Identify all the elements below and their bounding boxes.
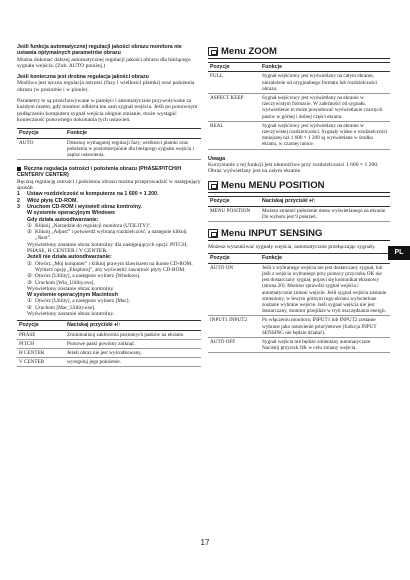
mac-step-1: Otwórz [Utility], a następnie wybierz [Mac]. (35, 298, 130, 305)
auto-on-item: AUTO ON (208, 263, 260, 316)
list-item: ① Otwórz „Mój komputer” i kliknij prawym klawiszem na ikonie CD-ROM. Wybierz opcję „Eksploruj”, aby wyświetlić zawartość płyty CD-ROM. (27, 261, 201, 274)
auto-table-header-items: Pozycje (17, 129, 65, 138)
list-item: ① Otwórz [Utility], a następnie wybierz [Mac]. (27, 298, 130, 305)
p1-body: Można dokonać dalszej automatycznej regulacji jakości obrazu dla bieżącego sygnału wejścia. (Zob. AUTO poniżej.) (17, 56, 191, 69)
aspect-keep-desc: Sygnał wejściowy jest wyświetlany na ekranie w rzeczywistym formacie. W zależności od sygnału, wyświetlenie to może powodować wyświetlanie czarnych pasów w górnej i dolnej części ekranu. (260, 93, 390, 121)
section-title (17, 166, 201, 179)
zoom-menu-icon (208, 47, 218, 56)
windows-auto-title: Gdy działa autoodtwarzanie: (27, 216, 99, 223)
left-column (17, 44, 201, 373)
phase-item: PHASE (17, 330, 65, 339)
h-center-desc: Jeżeli obraz nie jest wyśrodkowany, (65, 349, 201, 358)
windows-noauto-step-3: Uruchom [Win_Utility.exe]. (35, 279, 95, 286)
zoom-header-functions: Funkcje (260, 63, 390, 72)
table-row (208, 206, 390, 221)
windows-auto-step-2: Kliknij „Adjust” i potwierdź wybraną rozdzielczość, a następnie kliknij „Next”. (35, 229, 187, 242)
windows-auto-step-1: Kliknij „Narzędzie do regulacji monitora (UTILITY)”. (35, 222, 152, 229)
input1-input2-desc: Po włączeniu monitora, INPUT1 lub INPUT2 zostanie wybrane jako ustawienie priorytetowe (funkcja INPUT SENSING nie będzie działać). (260, 316, 390, 338)
step-1-text: Ustaw rozdzielczość w komputerze na 1 600 × 1 200. (27, 191, 159, 198)
step-3: 3 Uruchom CD-ROM i wyświetl obraz kontrolny. (17, 203, 142, 210)
square-bullet-icon (17, 167, 21, 171)
table-row (208, 316, 390, 338)
pitch-item: PITCH (17, 339, 65, 348)
mac-step-3: Wyświetlony zostanie obraz kontrolny. (27, 311, 115, 317)
p2-body: Możliwa jest ręczna regulacja ostrości (fazy i wielkości plamki) oraz położenia obrazu (w poziomie i w pionie). (17, 80, 195, 93)
position-table (208, 196, 390, 222)
auto-function: Dokonuj wymaganej regulacji fazy, wielkości plamki oraz położenia w poziomie/pionie dla bieżącego sygnału wejścia i zapisz ustawienia. (65, 138, 201, 160)
auto-off-item: AUTO OFF (208, 337, 260, 352)
mac-title: W systemie operacyjnym Macintosh (27, 292, 118, 299)
zoom-heading (208, 46, 390, 59)
auto-item: AUTO (17, 138, 65, 160)
input-title: Menu INPUT SENSING (221, 228, 323, 240)
adjust-table-header-items: Pozycje (17, 321, 65, 330)
step-2-text: Włóż płytę CD-ROM. (27, 197, 78, 204)
list-item: ③ Uruchom [Win_Utility.exe]. (27, 279, 95, 286)
position-header-buttons: Naciskaj przyciski ♦/↑ (260, 197, 390, 206)
v-center-desc: wyreguluj jego położenie. (65, 358, 201, 367)
input-header-functions: Funkcje (260, 254, 390, 263)
list-item: ② Uruchom [Mac_Utility.exe]. (27, 304, 96, 311)
step-1: 1 Ustaw rozdzielczość w komputerze na 1 600 × 1 200. (17, 191, 159, 198)
step-3-text: Uruchom CD-ROM i wyświetl obraz kontrolny. (27, 203, 142, 210)
zoom-header-items: Pozycje (208, 63, 260, 72)
windows-noauto-step-2: Otwórz [Utility], a następnie wybierz [Windows]. (35, 273, 141, 280)
input-header-items: Pozycje (208, 254, 260, 263)
table-row (208, 263, 390, 316)
table-row (17, 339, 201, 348)
auto-on-desc: Jeśli z wybranego wejścia nie jest dostarczany sygnał, lub jeśli z wejścia wybranego przy pomocy przycisku OK nie jest dostarczany sygnał, pojawi się komunikat ekranowy (strona 20). Monitor sprawdzi sygnał wejścia i automatycznie zmieni wejście. Jeśli sygnał wejścia zostanie zmieniony, w lewym górnym rogu ekranu wyświetlone zostanie wybrane wejście. Jeśli sygnał wejścia nie jest dostarczany, monitor przejdzie w tryb oszczędzania energii. (260, 263, 390, 316)
real-desc: Sygnał wejściowy jest wyświetlany na ekranie w rzeczywistej rozdzielczości. Sygnały wideo o rozdzielczości mniejszej niż 1 600 × 1 200 są wyświetlane w środku ekranu, w czarnej ramce. (260, 121, 390, 149)
aspect-keep-item: ASPECT KEEP (208, 93, 260, 121)
position-heading (208, 180, 390, 193)
note-body: Korzystanie z tej funkcji jest niemożliwe przy rozdzielczości 1 600 × 1 200. Obraz wyświetlany jest na całym ekranie. (208, 161, 379, 175)
pitch-desc: Pionowe paski powinny zniknąć. (65, 339, 201, 348)
input-table (208, 253, 390, 353)
p2-title: Jeśli konieczna jest drobna regulacja jakości obrazu (17, 74, 149, 81)
p3-body: Parametry te są przechowywane w pamięci i automatycznie przywoływane za każdym razem, gdy monitor odbiera ten sam sygnał wejścia. Jeśli po ponownym podłączeniu komputera sygnał wejścia ulegnie zmianie, może wystąpić konieczność ponownego dokonania tych ustawień. (17, 98, 198, 123)
phase-desc: Zminimalizuj zakłócenia poziomych pasków na ekranie. (65, 330, 201, 339)
full-item: FULL (208, 72, 260, 94)
page-number: 17 (200, 538, 210, 547)
table-row (17, 358, 201, 367)
table-row (17, 138, 201, 160)
zoom-title: Menu ZOOM (221, 46, 277, 57)
windows-noauto-title: Jeżeli nie działa autoodtwarzanie: (27, 254, 112, 261)
real-item: REAL (208, 121, 260, 149)
position-header-items: Pozycje (208, 197, 260, 206)
windows-noauto-step-1: Otwórz „Mój komputer” i kliknij prawym klawiszem na ikonie CD-ROM. Wybierz opcję „Eksploruj”, aby wyświetlić zawartość płyty CD-ROM. (35, 260, 193, 273)
windows-auto-step-3: Wyświetlony zostanie obraz kontrolny dla następujących opcji: PITCH, PHASE, H CENTER i V CENTER. (27, 241, 188, 255)
auto-off-desc: Sygnał wejścia nie będzie zmieniany automatycznie. Naciśnij przycisk OK w celu zmiany wejścia. (260, 337, 390, 352)
full-desc: Sygnał wejściowy jest wyświetlany na całym ekranie, niezależnie od oryginalnego formatu lub rozdzielczości obrazu. (260, 72, 390, 94)
p1-title: Jeśli funkcja automatycznej regulacji jakości obrazu monitora nie ustawia optymalnych parametrów obrazu (17, 44, 182, 57)
input1-input2-item: INPUT1 INPUT2 (208, 316, 260, 338)
section-body: Ręczną regulację ostrości i położenia obrazu można przeprowadzić w następujący sposób. (17, 178, 201, 192)
list-item: ② Kliknij „Adjust” i potwierdź wybraną rozdzielczość, a następnie kliknij „Next”. (27, 229, 201, 242)
language-tab: PL (388, 246, 410, 260)
table-row (208, 337, 390, 352)
v-center-item: V CENTER (17, 358, 65, 367)
table-row (208, 121, 390, 149)
windows-noauto-step-4: Wyświetlony zostanie obraz kontrolny. (27, 285, 115, 292)
auto-table (17, 128, 201, 160)
section-title-text: Ręczna regulacja ostrości i położenia obrazu (PHASE/PITCH/H CENTER/V CENTER) (17, 166, 182, 179)
zoom-table (208, 62, 390, 150)
table-row (17, 330, 201, 339)
windows-title: W systemie operacyjnym Windows (27, 210, 115, 217)
note-title: Uwaga (208, 155, 226, 162)
table-row (208, 93, 390, 121)
input-heading (208, 228, 390, 241)
menu-position-desc: Możesz zmienić położenie menu wyświetlanego na ekranie. Do wyboru jest 9 położeń. (260, 206, 390, 221)
adjust-table (17, 320, 201, 367)
position-title: Menu MENU POSITION (221, 180, 325, 192)
list-item: ① Kliknij „Narzędzie do regulacji monitora (UTILITY)”. (27, 222, 152, 229)
input-sensing-icon (208, 229, 218, 238)
input-intro: Możesz wyszukiwać sygnały wejścia, automatycznie przełączając sygnały. (208, 244, 376, 251)
step-2: 2 Włóż płytę CD-ROM. (17, 197, 78, 204)
adjust-table-header-buttons: Naciskaj przyciski ♦/↑ (65, 321, 201, 330)
h-center-item: H CENTER (17, 349, 65, 358)
menu-position-item: MENU POSITION (208, 206, 260, 221)
table-row (208, 72, 390, 94)
right-column (208, 44, 390, 359)
table-row (17, 349, 201, 358)
auto-table-header-functions: Funkcje (65, 129, 201, 138)
menu-position-icon (208, 181, 218, 190)
mac-step-2: Uruchom [Mac_Utility.exe]. (35, 304, 96, 311)
list-item: ② Otwórz [Utility], a następnie wybierz [Windows]. (27, 273, 141, 280)
